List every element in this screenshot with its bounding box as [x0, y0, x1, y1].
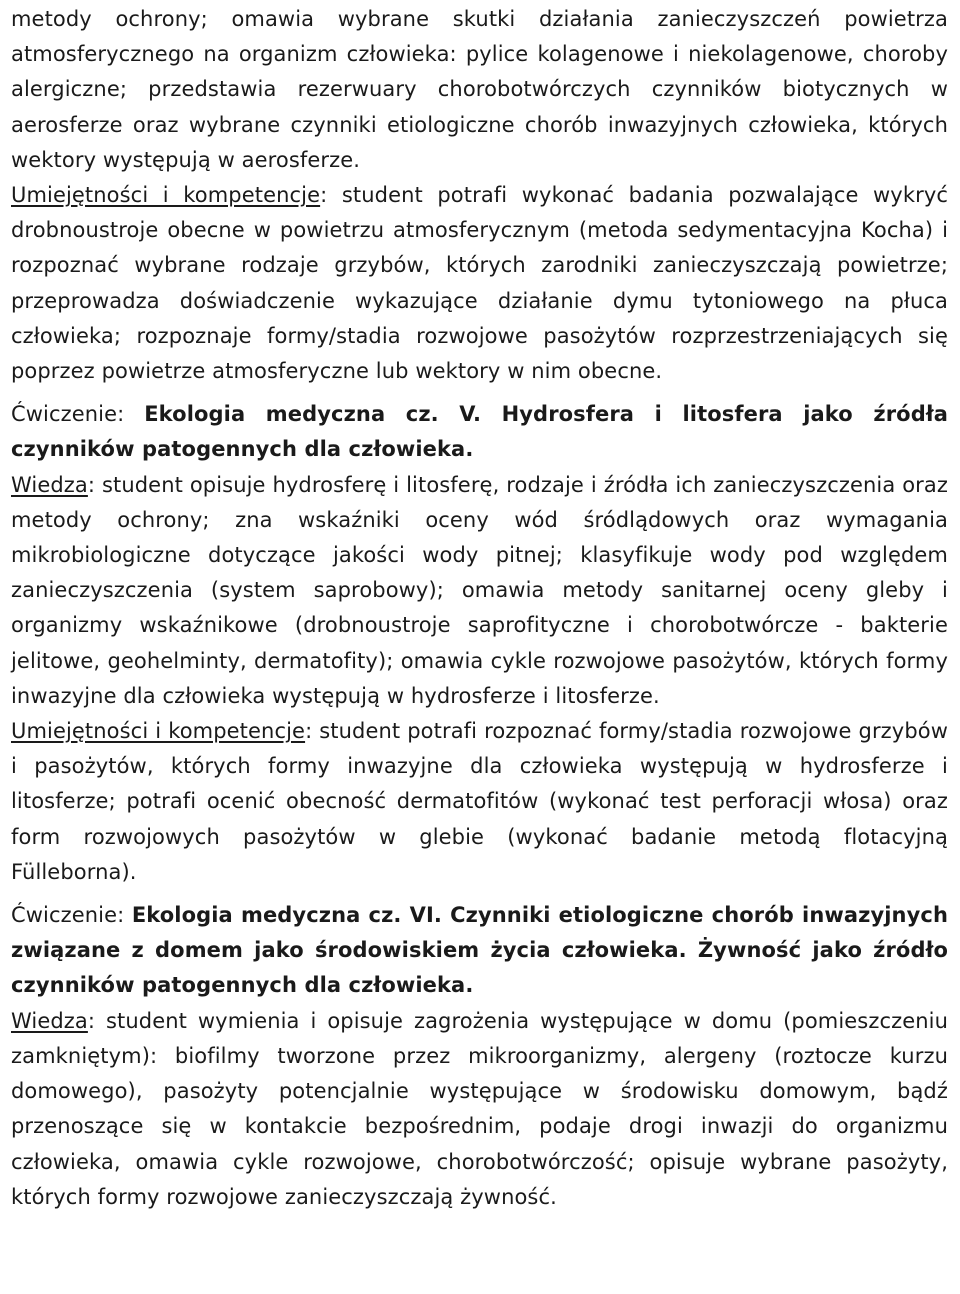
paragraph-air-skills [11, 178, 948, 389]
exercise-heading-5 [11, 397, 948, 467]
skills-label: Umiejętności i kompetencje [11, 719, 306, 744]
exercise-title: Ekologia medyczna cz. V. Hydrosfera i litosfera jako źródła czynników patogennych dla człowieka. [11, 402, 948, 462]
knowledge-label: Wiedza [11, 1008, 88, 1033]
paragraph-text: : student potrafi rozpoznać formy/stadia rozwojowe grzybów i pasożytów, których formy inwazyjne dla człowieka występują w hydrosferze i litosferze; potrafi ocenić obecność dermatofitów (wykonać test perforacji włosa) oraz form rozwojowych pasożytów w glebie (wykonać badanie metodą flotacyjną Fülleborna). [11, 719, 948, 884]
spacer [11, 890, 948, 898]
paragraph-air-knowledge-end [11, 2, 948, 178]
paragraph-hydro-skills [11, 714, 948, 890]
exercise-prefix: Ćwiczenie: [11, 903, 132, 928]
paragraph-home-knowledge [11, 1004, 948, 1215]
exercise-prefix: Ćwiczenie: [11, 402, 145, 427]
spacer [11, 389, 948, 397]
paragraph-text: : student potrafi wykonać badania pozwalające wykryć drobnoustroje obecne w powietrzu atmosferycznym (metoda sedymentacyjna Kocha) i rozpoznać wybrane rodzaje grzybów, których zarodniki zanieczyszczają powietrze; przeprowadza doświadczenie wykazujące działanie dymu tytoniowego na płuca człowieka; rozpoznaje formy/stadia rozwojowe pasożytów rozprzestrzeniających się poprzez powietrze atmosferyczne lub wektory w nim obecne. [11, 183, 948, 384]
paragraph-text: metody ochrony; omawia wybrane skutki działania zanieczyszczeń powietrza atmosferycznego na organizm człowieka: pylice kolagenowe i niekolagenowe, choroby alergiczne; przedstawia rezerwuary chorobotwórczych czynników biotycznych w aerosferze oraz wybrane czynniki etiologiczne chorób inwazyjnych człowieka, których wektory występują w aerosferze. [11, 7, 948, 172]
skills-label: Umiejętności i kompetencje [11, 183, 321, 208]
paragraph-hydro-knowledge [11, 468, 948, 714]
paragraph-text: : student opisuje hydrosferę i litosferę, rodzaje i źródła ich zanieczyszczenia oraz metody ochrony; zna wskaźniki oceny wód śródlądowych oraz wymagania mikrobiologiczne dotyczące jakości wody pitnej; klasyfikuje wody pod względem zanieczyszczenia (system saprobowy); omawia metody sanitarnej oceny gleby i organizmy wskaźnikowe (drobnoustroje saprofityczne i chorobotwórcze - bakterie jelitowe, geohelminty, dermatofity); omawia cykle rozwojowe pasożytów, których formy inwazyjne dla człowieka występują w hydrosferze i litosferze. [11, 472, 948, 708]
exercise-title: Ekologia medyczna cz. VI. Czynniki etiologiczne chorób inwazyjnych związane z domem jako środowiskiem życia człowieka. Żywność jako źródło czynników patogennych dla człowieka. [11, 903, 948, 998]
knowledge-label: Wiedza [11, 472, 88, 497]
paragraph-text: : student wymienia i opisuje zagrożenia występujące w domu (pomieszczeniu zamkniętym): biofilmy tworzone przez mikroorganizmy, alergeny (roztocze kurzu domowego), pasożyty potencjalnie występujące w środowisku domowym, bądź przenoszące się w kontakcie bezpośrednim, podaje drogi inwazji do organizmu człowieka, omawia cykle rozwojowe, chorobotwórczość; opisuje wybrane pasożyty, których formy rozwojowe zanieczyszczają żywność. [11, 1008, 948, 1209]
exercise-heading-6 [11, 898, 948, 1004]
